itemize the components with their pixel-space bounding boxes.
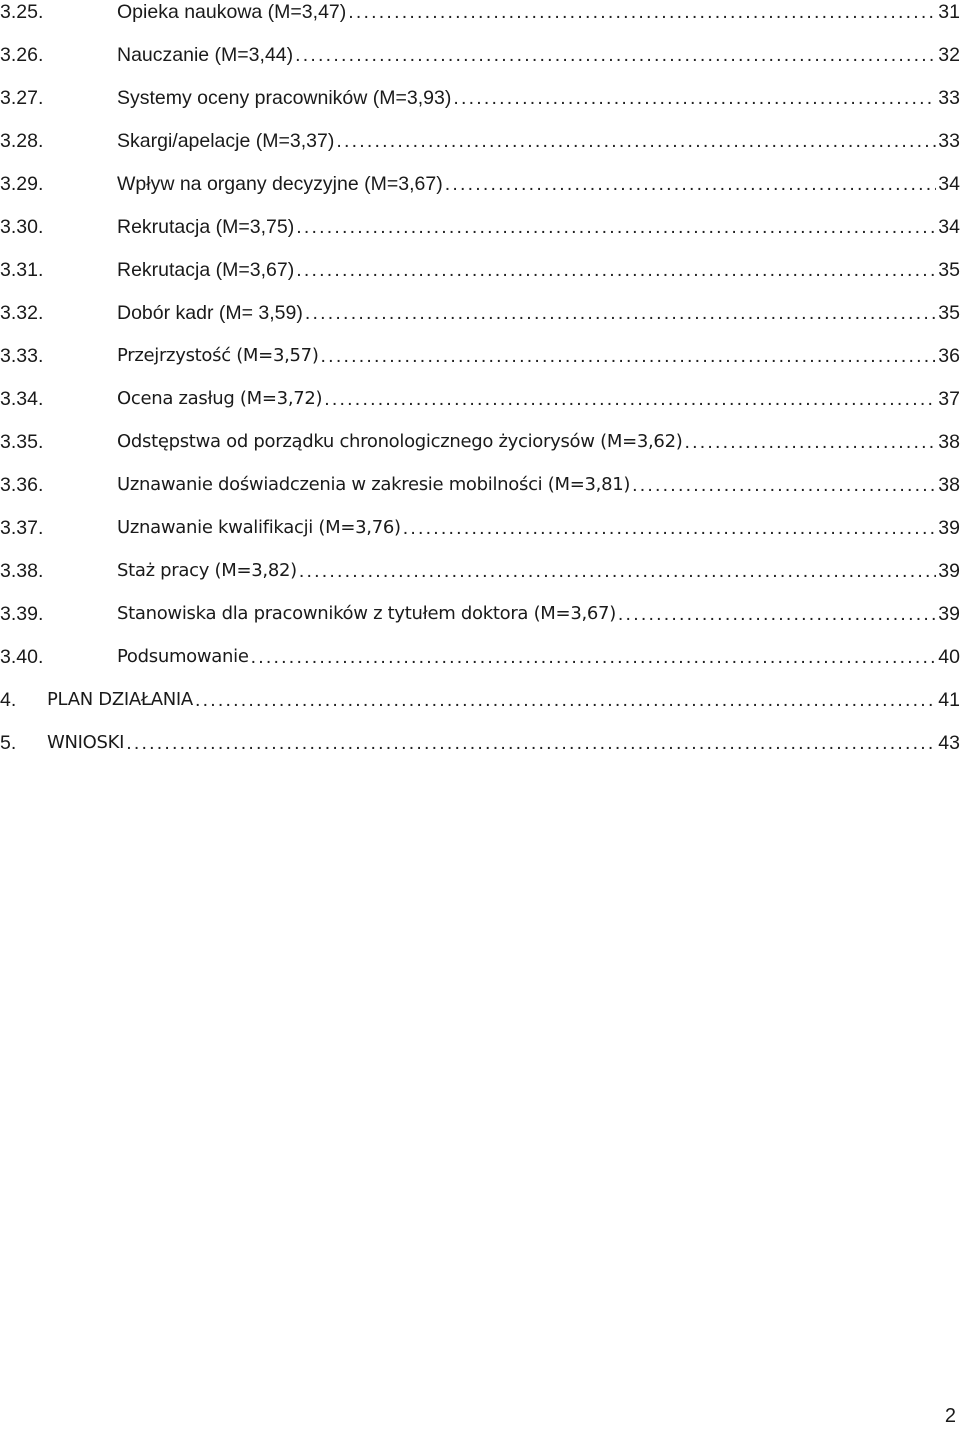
toc-entry-page: 38	[938, 474, 960, 496]
toc-entry-page: 31	[938, 1, 960, 23]
dot-leader	[296, 207, 936, 247]
toc-entry-number: 4.	[0, 689, 17, 711]
toc-entry[interactable]	[0, 250, 960, 290]
toc-entry-number: 3.28.	[0, 130, 44, 152]
toc-entry-title: Staż pracy (M=3,82)	[117, 560, 297, 581]
toc-entry-number: 3.25.	[0, 1, 44, 23]
toc-entry-page: 39	[938, 517, 960, 539]
toc-entry-number: 3.34.	[0, 388, 44, 410]
toc-entry-title: Stanowiska dla pracowników z tytułem doktora (M=3,67)	[117, 603, 616, 624]
toc-entry[interactable]	[0, 723, 960, 763]
toc-entry-number: 3.36.	[0, 474, 44, 496]
toc-entry-title: Podsumowanie	[117, 646, 249, 667]
dot-leader	[324, 379, 936, 419]
toc-entry-title: Nauczanie (M=3,44)	[117, 44, 294, 66]
toc-entry-title: Rekrutacja (M=3,67)	[117, 259, 295, 281]
toc-entry-page: 32	[938, 44, 960, 66]
toc-entry-page: 41	[938, 689, 960, 711]
toc-entry-number: 3.35.	[0, 431, 44, 453]
toc-entry-title: Dobór kadr (M= 3,59)	[117, 302, 303, 324]
toc-entry-number: 3.40.	[0, 646, 44, 668]
dot-leader	[632, 465, 936, 505]
toc-entry[interactable]	[0, 0, 960, 32]
toc-entry[interactable]	[0, 508, 960, 548]
toc-entry-number: 3.27.	[0, 87, 44, 109]
toc-entry-page: 33	[938, 87, 960, 109]
dot-leader	[295, 35, 936, 75]
page-number: 2	[944, 1405, 956, 1427]
toc-entry-number: 3.33.	[0, 345, 44, 367]
toc-entry[interactable]	[0, 465, 960, 505]
dot-leader	[195, 680, 936, 720]
toc-entry-page: 36	[938, 345, 960, 367]
toc-entry[interactable]	[0, 680, 960, 720]
toc-entry-title: Systemy oceny pracowników (M=3,93)	[117, 87, 452, 109]
toc-entry[interactable]	[0, 594, 960, 634]
toc-entry[interactable]	[0, 35, 960, 75]
toc-entry-page: 38	[938, 431, 960, 453]
toc-entry-number: 3.30.	[0, 216, 44, 238]
toc-entry-title: WNIOSKI	[47, 732, 125, 753]
toc-entry[interactable]	[0, 422, 960, 462]
dot-leader	[251, 637, 937, 677]
dot-leader	[618, 594, 936, 634]
toc-entry[interactable]	[0, 121, 960, 161]
toc-entry[interactable]	[0, 78, 960, 118]
toc-entry-page: 37	[938, 388, 960, 410]
toc-entry-number: 3.37.	[0, 517, 44, 539]
toc-entry-page: 33	[938, 130, 960, 152]
toc-entry-title: Odstępstwa od porządku chronologicznego życiorysów (M=3,62)	[117, 431, 683, 452]
toc-entry-title: Opieka naukowa (M=3,47)	[117, 1, 347, 23]
toc-entry[interactable]	[0, 336, 960, 376]
toc-entry-title: Uznawanie kwalifikacji (M=3,76)	[117, 517, 401, 538]
toc-entry[interactable]	[0, 293, 960, 333]
toc-entry-number: 3.38.	[0, 560, 44, 582]
toc-entry-title: Wpływ na organy decyzyjne (M=3,67)	[117, 173, 443, 195]
toc-entry-number: 5.	[0, 732, 17, 754]
dot-leader	[299, 551, 936, 591]
dot-leader	[348, 0, 936, 32]
toc-entry-title: PLAN DZIAŁANIA	[47, 689, 193, 710]
toc-entry-title: Ocena zasług (M=3,72)	[117, 388, 323, 409]
toc-entry-title: Uznawanie doświadczenia w zakresie mobilności (M=3,81)	[117, 474, 631, 495]
dot-leader	[453, 78, 936, 118]
dot-leader	[684, 422, 936, 462]
toc-entry[interactable]	[0, 164, 960, 204]
toc-entry[interactable]	[0, 379, 960, 419]
toc-entry[interactable]	[0, 637, 960, 677]
toc-entry-number: 3.31.	[0, 259, 44, 281]
toc-entry-page: 40	[938, 646, 960, 668]
toc-entry-number: 3.26.	[0, 44, 44, 66]
dot-leader	[403, 508, 937, 548]
dot-leader	[296, 250, 936, 290]
dot-leader	[445, 164, 937, 204]
dot-leader	[336, 121, 936, 161]
toc-entry[interactable]	[0, 207, 960, 247]
toc-entry-number: 3.32.	[0, 302, 44, 324]
toc-entry-page: 39	[938, 603, 960, 625]
toc-entry-title: Rekrutacja (M=3,75)	[117, 216, 295, 238]
dot-leader	[305, 293, 936, 333]
toc-entry[interactable]	[0, 551, 960, 591]
toc-entry-number: 3.29.	[0, 173, 44, 195]
toc-entry-page: 34	[938, 216, 960, 238]
toc-entry-page: 35	[938, 302, 960, 324]
dot-leader	[321, 336, 937, 376]
toc-entry-title: Przejrzystość (M=3,57)	[117, 345, 319, 366]
toc-entry-page: 43	[938, 732, 960, 754]
toc-entry-page: 34	[938, 173, 960, 195]
toc-entry-number: 3.39.	[0, 603, 44, 625]
toc-entry-title: Skargi/apelacje (M=3,37)	[117, 130, 335, 152]
toc-entry-page: 39	[938, 560, 960, 582]
dot-leader	[126, 723, 936, 763]
toc-entry-page: 35	[938, 259, 960, 281]
